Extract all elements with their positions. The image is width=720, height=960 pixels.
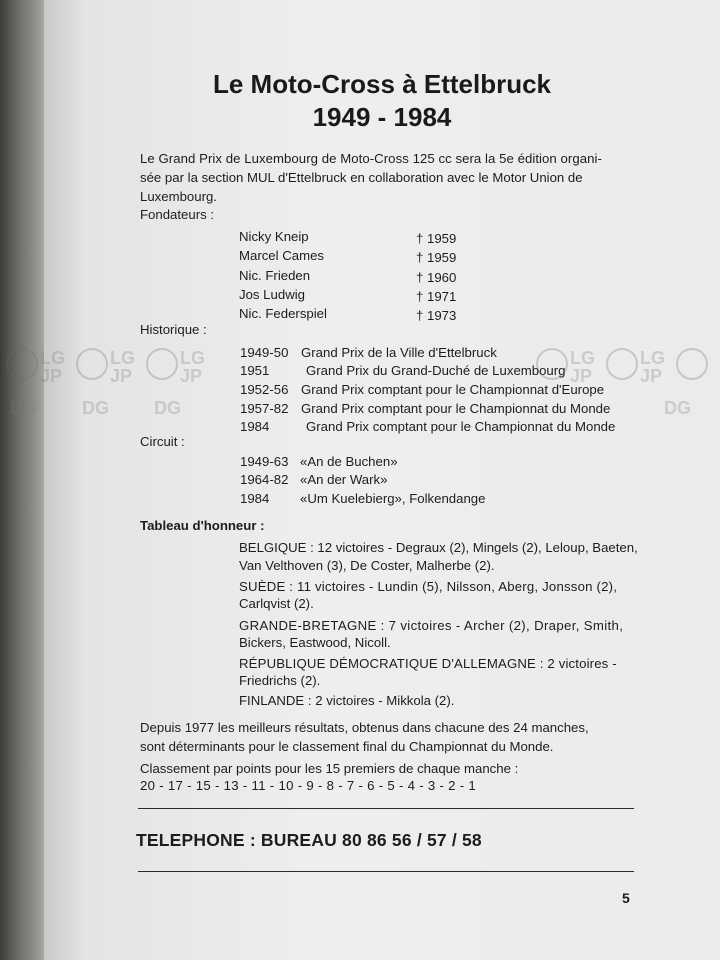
- watermark-text: JP: [40, 366, 63, 386]
- watermark-text: DG: [154, 398, 181, 418]
- founder-died: † 1959: [416, 231, 457, 246]
- founder-died: † 1971: [416, 289, 457, 304]
- history-years: 1949-50: [240, 345, 289, 360]
- circuit-years: 1984: [240, 491, 270, 506]
- circuit-years: 1949-63: [240, 454, 289, 469]
- divider-bottom: [138, 871, 634, 872]
- intro-line-2: sée par la section MUL d'Ettelbruck en collaboration avec le Motor Union de: [140, 170, 583, 185]
- watermark-text: JP: [570, 366, 593, 386]
- circuit-label: Circuit :: [140, 434, 185, 449]
- history-years: 1984: [240, 419, 270, 434]
- divider-top: [138, 808, 634, 809]
- honours-entry-line: SUÈDE : 11 victoires - Lundin (5), Nilsson, Aberg, Jonsson (2),: [239, 579, 618, 594]
- history-text: Grand Prix du Grand-Duché de Luxembourg: [306, 363, 566, 378]
- honours-entry-line: Friedrichs (2).: [239, 673, 321, 688]
- results-line-3: Classement par points pour les 15 premiers de chaque manche :: [140, 761, 519, 776]
- history-text: Grand Prix comptant pour le Championnat d'Europe: [301, 382, 605, 397]
- honours-entry-line: Carlqvist (2).: [239, 596, 314, 611]
- watermark-text: DG: [82, 398, 109, 418]
- book-binding: [0, 0, 48, 960]
- founder-died: † 1973: [416, 308, 457, 323]
- founder-name: Nicky Kneip: [239, 229, 309, 244]
- document-page: [44, 0, 720, 960]
- page-subtitle-years: 1949 - 1984: [312, 102, 452, 132]
- circuit-text: «Um Kuelebierg», Folkendange: [300, 491, 486, 506]
- founders-label: Fondateurs :: [140, 207, 215, 222]
- founder-name: Marcel Cames: [239, 248, 325, 263]
- watermark-text: DG: [664, 398, 691, 418]
- watermark-text: DG: [10, 398, 37, 418]
- watermark-text: LG: [180, 348, 205, 368]
- watermark-text: LG: [110, 348, 135, 368]
- intro-line-1: Le Grand Prix de Luxembourg de Moto-Cross 125 cc sera la 5e édition organi-: [140, 151, 602, 166]
- history-text: Grand Prix de la Ville d'Ettelbruck: [301, 345, 497, 360]
- history-label: Historique :: [140, 322, 207, 337]
- history-years: 1952-56: [240, 382, 289, 397]
- history-text: Grand Prix comptant pour le Championnat du Monde: [306, 419, 616, 434]
- honours-entry-line: Bickers, Eastwood, Nicoll.: [239, 635, 391, 650]
- page-title: Le Moto-Cross à Ettelbruck: [212, 69, 552, 99]
- founder-name: Jos Ludwig: [239, 287, 305, 302]
- history-text: Grand Prix comptant pour le Championnat du Monde: [301, 401, 611, 416]
- founder-died: † 1960: [416, 270, 457, 285]
- results-line-1: Depuis 1977 les meilleurs résultats, obtenus dans chacune des 24 manches,: [140, 720, 589, 735]
- honours-entry-line: RÉPUBLIQUE DÉMOCRATIQUE D'ALLEMAGNE : 2 victoires -: [239, 656, 617, 671]
- founder-name: Nic. Frieden: [239, 268, 311, 283]
- watermark-text: JP: [110, 366, 133, 386]
- results-line-2: sont déterminants pour le classement final du Championnat du Monde.: [140, 739, 554, 754]
- founder-name: Nic. Federspiel: [239, 306, 327, 321]
- watermark-text: JP: [640, 366, 663, 386]
- honours-entry-line: Van Velthoven (3), De Coster, Malherbe (2).: [239, 558, 495, 573]
- honours-entry-line: BELGIQUE : 12 victoires - Degraux (2), Mingels (2), Leloup, Baeten,: [239, 540, 638, 555]
- points-scale: 20 - 17 - 15 - 13 - 11 - 10 - 9 - 8 - 7 - 6 - 5 - 4 - 3 - 2 - 1: [140, 778, 477, 793]
- circuit-years: 1964-82: [240, 472, 289, 487]
- watermark-text: JP: [180, 366, 203, 386]
- honours-entry-line: GRANDE-BRETAGNE : 7 victoires - Archer (2), Draper, Smith,: [239, 618, 624, 633]
- watermark-text: LG: [570, 348, 595, 368]
- watermark-text: LG: [40, 348, 65, 368]
- page-number: 5: [622, 890, 630, 906]
- honours-entry-line: FINLANDE : 2 victoires - Mikkola (2).: [239, 693, 455, 708]
- history-years: 1957-82: [240, 401, 289, 416]
- intro-line-3: Luxembourg.: [140, 189, 217, 204]
- circuit-text: «An der Wark»: [300, 472, 388, 487]
- honours-label: Tableau d'honneur :: [140, 518, 265, 533]
- circuit-text: «An de Buchen»: [300, 454, 398, 469]
- history-years: 1951: [240, 363, 270, 378]
- watermark-text: LG: [640, 348, 665, 368]
- telephone-line: TELEPHONE : BUREAU 80 86 56 / 57 / 58: [136, 830, 482, 850]
- founder-died: † 1959: [416, 250, 457, 265]
